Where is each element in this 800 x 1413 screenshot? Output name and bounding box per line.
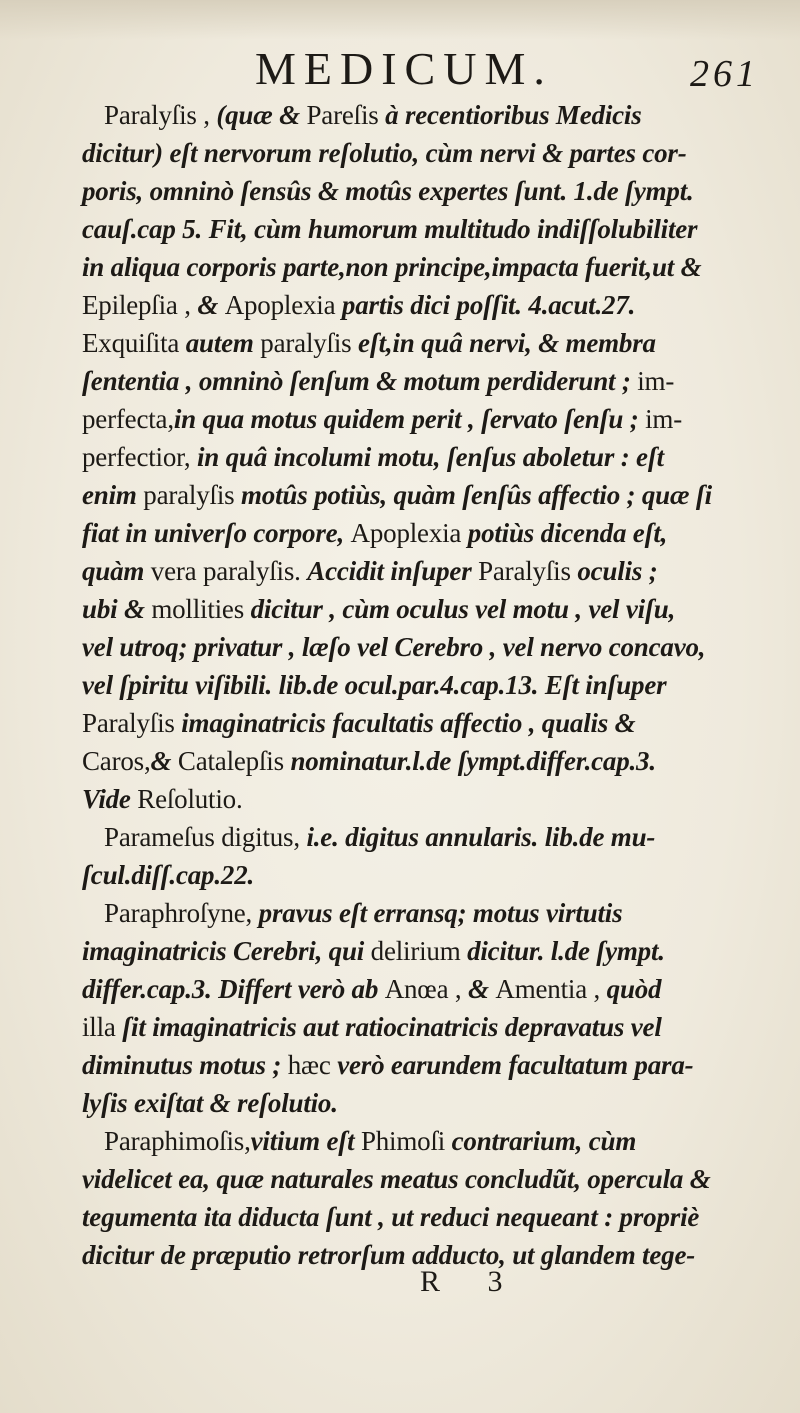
italic-text: & [279, 100, 307, 130]
italic-text: & [150, 746, 178, 776]
text-line [82, 248, 782, 286]
roman-text: im- [645, 404, 682, 434]
italic-text: dicitur de præputio retrorſum adducto, ut glandem tege- [82, 1240, 696, 1270]
italic-text: Vide [82, 784, 138, 814]
text-line [82, 1122, 782, 1160]
italic-text: cauſ.cap 5. Fit, cùm humorum multitudo indiſſolubiliter [82, 214, 698, 244]
roman-text: Catalepſis [177, 746, 291, 776]
italic-text: enim [82, 480, 144, 510]
roman-text: Phimoſi [360, 1126, 452, 1156]
text-line [82, 400, 782, 438]
roman-text: Anœa , [384, 974, 469, 1004]
roman-text: hæc [287, 1050, 338, 1080]
text-line [82, 476, 782, 514]
page-header [0, 40, 800, 100]
text-line [82, 210, 782, 248]
italic-text: motûs potiùs, quàm ſenſûs affectio ; quæ ſi [241, 480, 712, 510]
italic-text: partis dici poſſit. 4.acut.27. [341, 290, 636, 320]
italic-text: & [197, 290, 225, 320]
roman-text: mollities [151, 594, 251, 624]
italic-text: ſcul.diſſ.cap.22. [82, 860, 255, 890]
text-line [82, 780, 782, 818]
italic-text: ſit imaginatricis aut ratiocinatricis depravatus vel [122, 1012, 662, 1042]
italic-text: in aliqua corporis parte,non principe,impacta fuerit,ut & [82, 252, 702, 282]
italic-text: verò earundem facultatum para- [337, 1050, 694, 1080]
roman-text: Parameſus digitus, [104, 822, 307, 852]
italic-text: vitium eſt [250, 1126, 361, 1156]
running-head: MEDICUM. [255, 43, 553, 94]
roman-text: delirium [370, 936, 468, 966]
italic-text: ubi & [82, 594, 152, 624]
roman-text: Apoplexia [224, 290, 342, 320]
italic-text: fiat in univerſo corpore, [82, 518, 351, 548]
text-line [82, 856, 782, 894]
text-line [82, 1160, 782, 1198]
roman-text: Amentia , [495, 974, 607, 1004]
roman-text: im- [637, 366, 675, 396]
roman-text: Paraphroſyne, [104, 898, 259, 928]
italic-text: & [468, 974, 496, 1004]
body-text [82, 96, 782, 1274]
italic-text: autem [185, 328, 261, 358]
italic-text: ſententia , omninò ſenſum & motum perdiderunt ; [82, 366, 638, 396]
italic-text: pravus eſt erransq; motus virtutis [258, 898, 623, 928]
italic-text: dicitur , cùm oculus vel motu , vel viſu, [250, 594, 676, 624]
roman-text: illa [82, 1012, 123, 1042]
text-line [82, 96, 782, 134]
italic-text: eſt,in quâ nervi, & membra [358, 328, 656, 358]
italic-text: oculis ; [577, 556, 658, 586]
italic-text: imaginatricis Cerebri, qui [82, 936, 371, 966]
text-line [82, 894, 782, 932]
roman-text: Paralyſis [478, 556, 578, 586]
text-line [82, 362, 782, 400]
page-edge-shadow [0, 0, 800, 40]
text-line [82, 970, 782, 1008]
italic-text: diminutus motus ; [82, 1050, 288, 1080]
text-line [82, 1008, 782, 1046]
italic-text: nominatur.l.de ſympt.differ.cap.3. [290, 746, 656, 776]
italic-text: dicitur) eſt nervorum reſolutio, cùm nervi & partes cor- [82, 138, 687, 168]
italic-text: à recentioribus Medicis [378, 100, 642, 130]
italic-text: i.e. digitus annularis. lib.de mu- [306, 822, 656, 852]
italic-text: (quæ [216, 100, 280, 130]
italic-text: lyſis exiſtat & reſolutio. [82, 1088, 338, 1118]
italic-text: quàm [82, 556, 151, 586]
text-line [82, 552, 782, 590]
italic-text: in quâ incolumi motu, ſenſus aboletur : eſt [196, 442, 664, 472]
text-line [82, 438, 782, 476]
text-line [82, 590, 782, 628]
text-line [82, 742, 782, 780]
italic-text: vel utroq; privatur , læſo vel Cerebro , vel nervo concavo, [82, 632, 706, 662]
text-line [82, 818, 782, 856]
italic-text: imaginatricis facultatis affectio , qualis & [181, 708, 636, 738]
roman-text: Apoplexia [350, 518, 468, 548]
text-line [82, 1046, 782, 1084]
page-number: 261 [690, 53, 759, 95]
text-line [82, 324, 782, 362]
text-line [82, 932, 782, 970]
roman-text: Reſolutio. [137, 784, 243, 814]
roman-text: Paraphimoſis, [104, 1126, 251, 1156]
text-line [82, 628, 782, 666]
italic-text: contrarium, cùm [451, 1126, 637, 1156]
text-line [82, 704, 782, 742]
italic-text: vel ſpiritu viſibili. lib.de ocul.par.4.cap.13. Eſt inſuper [82, 670, 667, 700]
italic-text: videlicet ea, quæ naturales meatus concludũt, opercula & [82, 1164, 711, 1194]
text-line [82, 666, 782, 704]
roman-text: Caros, [82, 746, 151, 776]
roman-text: Exquiſita [82, 328, 186, 358]
italic-text: poris, omninò ſensûs & motûs expertes ſunt. 1.de ſympt. [82, 176, 694, 206]
italic-text: in qua motus quidem perit , ſervato ſenſu ; [173, 404, 646, 434]
roman-text: paralyſis [143, 480, 241, 510]
signature-mark: R 3 [420, 1265, 523, 1298]
text-line [82, 1084, 782, 1122]
text-line [82, 286, 782, 324]
roman-text: Paralyſis [82, 708, 182, 738]
roman-text: vera paralyſis. [150, 556, 308, 586]
italic-text: differ.cap.3. Differt verò ab [82, 974, 385, 1004]
roman-text: paralyſis [260, 328, 359, 358]
italic-text: dicitur. l.de ſympt. [467, 936, 665, 966]
roman-text: Epilepſia , [82, 290, 198, 320]
roman-text: perfecta, [82, 404, 174, 434]
text-line [82, 172, 782, 210]
italic-text: quòd [606, 974, 662, 1004]
italic-text: Accidit inſuper [307, 556, 479, 586]
text-line [82, 1198, 782, 1236]
roman-text: perfectior, [82, 442, 197, 472]
text-line [82, 134, 782, 172]
roman-text: Pareſis [306, 100, 379, 130]
text-line [82, 514, 782, 552]
italic-text: tegumenta ita diducta ſunt , ut reduci nequeant : propriè [82, 1202, 700, 1232]
italic-text: potiùs dicenda eſt, [467, 518, 668, 548]
roman-text: Paralyſis , [104, 100, 217, 130]
